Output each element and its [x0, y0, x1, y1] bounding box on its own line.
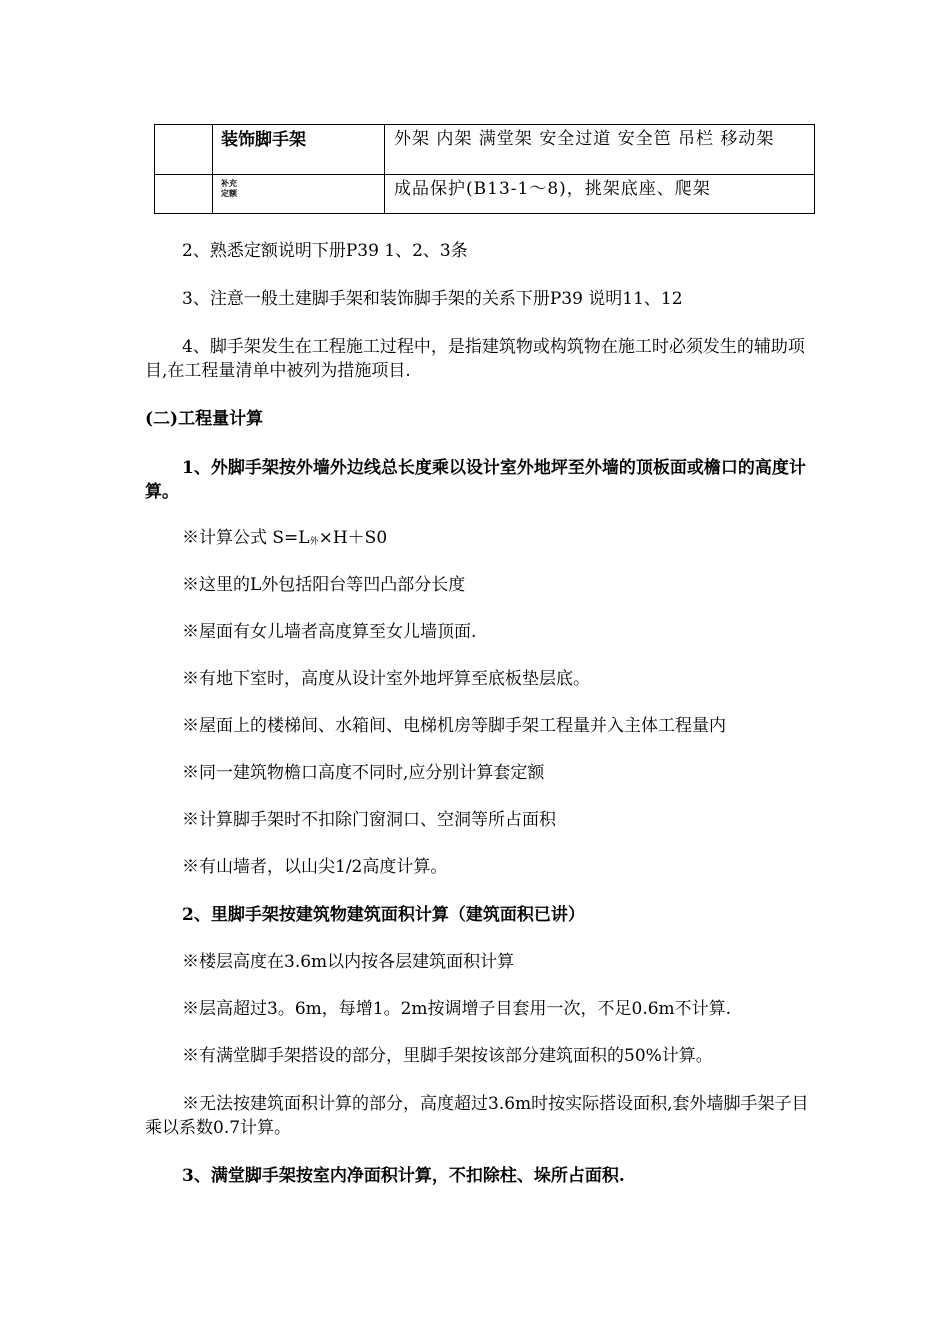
table-cell-category	[213, 175, 385, 214]
items-text: 成品保护(B13-1～8)，挑架底座、爬架	[394, 179, 711, 199]
note-item: ※屋面有女儿墙者高度算至女儿墙顶面.	[182, 622, 477, 642]
formula-subscript: 外	[309, 537, 319, 547]
note-item: ※层高超过3。6m，每增1。2m按调增子目套用一次，不足0.6m不计算.	[182, 999, 732, 1019]
table-cell-empty	[155, 125, 213, 175]
table-row	[155, 125, 815, 175]
supplement-label-line2: 定额	[221, 188, 237, 198]
note-item: ※有满堂脚手架搭设的部分，里脚手架按该部分建筑面积的50%计算。	[182, 1046, 713, 1066]
note-item: ※无法按建筑面积计算的部分，高度超过3.6m时按实际搭设面积,套外墙脚手架子目乘以系数0.7计算。	[145, 1094, 809, 1138]
note-item: ※屋面上的楼梯间、水箱间、电梯机房等脚手架工程量并入主体工程量内	[182, 716, 726, 736]
formula-line	[182, 527, 387, 553]
category-label: 装饰脚手架	[221, 130, 306, 150]
note-item: ※楼层高度在3.6m以内按各层建筑面积计算	[182, 952, 515, 972]
heading-outer-scaffold: 1、外脚手架按外墙外边线总长度乘以设计室外地坪至外墙的顶板面或檐口的高度计算。	[145, 458, 806, 502]
table-row	[155, 175, 815, 214]
table-cell-items	[385, 125, 815, 175]
note-item: ※有山墙者，以山尖1/2高度计算。	[182, 857, 448, 877]
note-item: ※计算脚手架时不扣除门窗洞口、空洞等所占面积	[182, 810, 556, 830]
note-item: ※有地下室时，高度从设计室外地坪算至底板垫层底。	[182, 669, 590, 689]
paragraph: 2、熟悉定额说明下册P39 1、2、3条	[182, 241, 468, 261]
quota-table	[154, 124, 815, 214]
formula-prefix: ※计算公式 S=L	[182, 528, 310, 548]
section-title: (二)工程量计算	[145, 409, 264, 429]
table-cell-items	[385, 175, 815, 214]
note-item: ※这里的L外包括阳台等凹凸部分长度	[182, 575, 466, 595]
formula-suffix: ×H＋S0	[318, 528, 388, 548]
table-cell-empty	[155, 175, 213, 214]
paragraph: 3、注意一般土建脚手架和装饰脚手架的关系下册P39 说明11、12	[182, 289, 683, 309]
heading-inner-scaffold: 2、里脚手架按建筑物建筑面积计算（建筑面积已讲）	[182, 905, 585, 925]
table-cell-category	[213, 125, 385, 175]
note-item: ※同一建筑物檐口高度不同时,应分别计算套定额	[182, 763, 545, 783]
paragraph: 4、脚手架发生在工程施工过程中，是指建筑物或构筑物在施工时必须发生的辅助项目,在工程量清单中被列为措施项目.	[145, 337, 805, 381]
items-text: 外架 内架 满堂架 安全过道 安全笆 吊栏 移动架	[394, 129, 775, 149]
supplement-label-line1: 补充	[221, 178, 237, 188]
heading-full-scaffold: 3、满堂脚手架按室内净面积计算，不扣除柱、垛所占面积.	[182, 1166, 625, 1186]
